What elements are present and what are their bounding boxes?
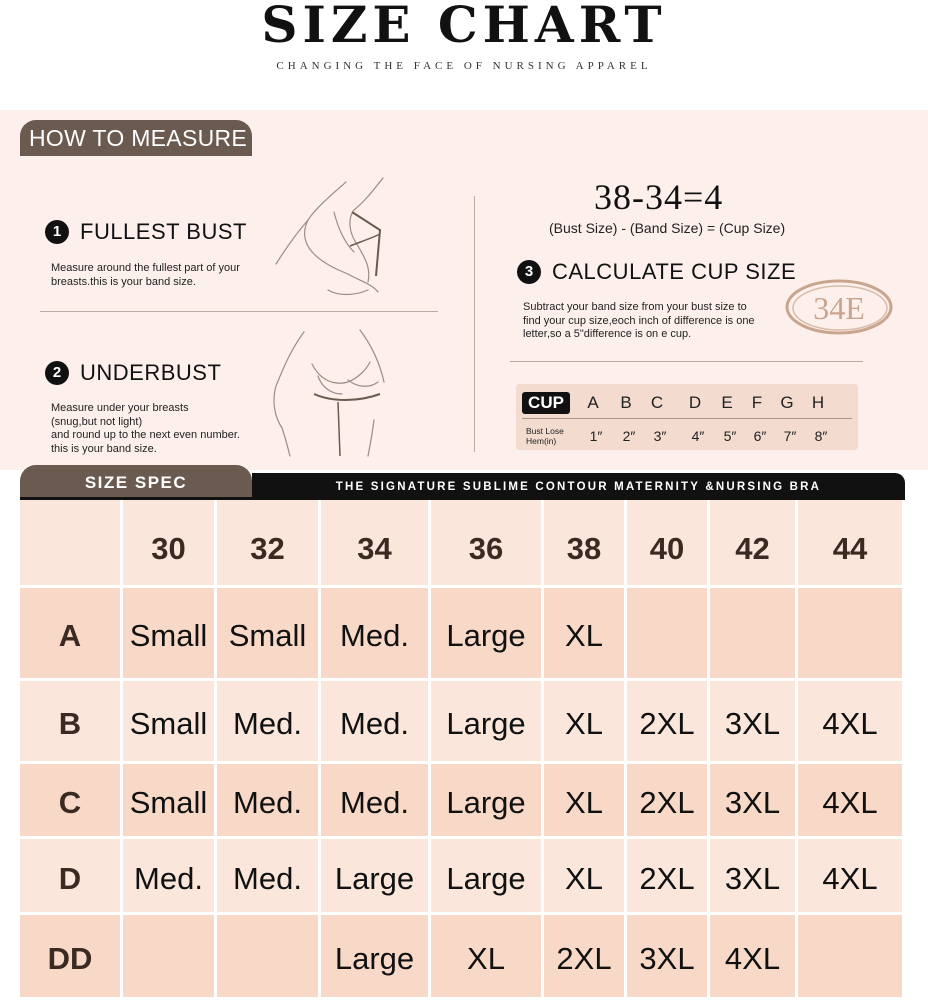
step-description-line: and round up to the next even number. xyxy=(51,429,240,441)
cup-letter: G xyxy=(780,393,794,412)
cup-diff-value: 5″ xyxy=(723,428,737,444)
step-description-line: Subtract your band size from your bust size to xyxy=(523,301,747,313)
size-cell: Large xyxy=(431,588,541,678)
size-cell: Small xyxy=(123,681,214,761)
empty-size-cell xyxy=(123,915,214,997)
cup-diff-value: 7″ xyxy=(783,428,797,444)
size-cell: 2XL xyxy=(627,681,707,761)
size-cell: XL xyxy=(544,764,624,836)
size-cell: 2XL xyxy=(627,764,707,836)
band-size-header: 30 xyxy=(123,500,214,585)
underbust-illustration xyxy=(262,324,402,459)
cup-letter: A xyxy=(587,393,599,412)
size-cell: XL xyxy=(544,839,624,912)
step-description-line: (snug,but not light) xyxy=(51,415,143,428)
step-title: CALCULATE CUP SIZE xyxy=(552,259,797,284)
size-cell: Med. xyxy=(217,764,318,836)
fullest-bust-illustration xyxy=(268,172,408,307)
cup-letter: B xyxy=(620,393,632,412)
step-number-badge: 1 xyxy=(45,220,69,244)
cup-table-rule xyxy=(522,418,852,419)
size-cell: 4XL xyxy=(798,681,902,761)
step-number-badge: 3 xyxy=(517,260,541,284)
cup-letter: C xyxy=(650,393,664,412)
empty-size-cell xyxy=(798,915,902,997)
section-divider-vertical xyxy=(474,196,475,452)
cup-row-header: DD xyxy=(20,915,120,997)
step-description xyxy=(51,402,240,456)
step-fullest-bust xyxy=(45,219,247,245)
size-cell: Med. xyxy=(321,681,428,761)
cup-diff-value: 6″ xyxy=(753,428,767,444)
step-calculate-cup-size xyxy=(517,259,796,285)
grid-corner-cell xyxy=(20,500,120,585)
size-cell: Large xyxy=(321,915,428,997)
size-cell: Med. xyxy=(321,588,428,678)
cup-difference-table xyxy=(516,384,858,450)
step-number-badge: 2 xyxy=(45,361,69,385)
band-size-header: 44 xyxy=(798,500,902,585)
cup-diff-label-line: Hem(in) xyxy=(526,436,557,446)
step-underbust xyxy=(45,360,221,386)
cup-size-badge-text: 34E xyxy=(813,290,865,326)
cup-row-header: B xyxy=(20,681,120,761)
size-cell: Med. xyxy=(217,681,318,761)
size-cell: Med. xyxy=(321,764,428,836)
size-cell: 2XL xyxy=(627,839,707,912)
step-description-line: Measure around the fullest part of your xyxy=(51,262,240,274)
page-subtitle: CHANGING THE FACE OF NURSING APPAREL xyxy=(276,60,652,72)
step-description xyxy=(51,262,240,289)
cup-diff-value: 2″ xyxy=(622,428,636,444)
how-to-measure-underline xyxy=(20,154,252,156)
size-cell: Large xyxy=(431,839,541,912)
cup-diff-label-line: Bust Lose xyxy=(526,426,564,436)
size-cell: Med. xyxy=(123,839,214,912)
size-cell: 3XL xyxy=(710,764,795,836)
section-divider xyxy=(40,311,438,312)
cup-diff-value: 4″ xyxy=(691,428,705,444)
size-cell: Large xyxy=(431,681,541,761)
size-cell: 4XL xyxy=(798,764,902,836)
step-description-line: find your cup size,eoch inch of difference is one xyxy=(523,314,755,327)
size-cell: 3XL xyxy=(710,839,795,912)
step-title: UNDERBUST xyxy=(80,360,222,385)
cup-formula-caption: (Bust Size) - (Band Size) = (Cup Size) xyxy=(549,220,786,236)
empty-size-cell xyxy=(217,915,318,997)
step-description xyxy=(523,301,755,342)
cup-diff-value: 3″ xyxy=(653,428,667,444)
step-description-line: letter,so a 5"difference is on e cup. xyxy=(523,328,692,340)
band-size-header: 32 xyxy=(217,500,318,585)
size-cell: 2XL xyxy=(544,915,624,997)
size-cell: Large xyxy=(431,764,541,836)
step-description-line: Measure under your breasts xyxy=(51,402,189,414)
step-description-line: breasts.this is your band size. xyxy=(51,275,196,288)
size-cell: Small xyxy=(217,588,318,678)
size-cell: XL xyxy=(544,588,624,678)
band-size-header: 40 xyxy=(627,500,707,585)
cup-letter: H xyxy=(811,393,825,412)
size-cell: Small xyxy=(123,764,214,836)
cup-formula: 38-34=4 xyxy=(594,177,724,217)
cup-letter: D xyxy=(688,393,702,412)
cup-row-header: A xyxy=(20,588,120,678)
empty-size-cell xyxy=(798,588,902,678)
size-grid xyxy=(20,500,905,1000)
empty-size-cell xyxy=(627,588,707,678)
size-cell: XL xyxy=(544,681,624,761)
band-size-header: 42 xyxy=(710,500,795,585)
cup-header: CUP xyxy=(522,392,570,414)
empty-size-cell xyxy=(710,588,795,678)
step-description-line: this is your band size. xyxy=(51,442,157,455)
band-size-header: 38 xyxy=(544,500,624,585)
cup-letter: F xyxy=(751,393,763,412)
band-size-header: 36 xyxy=(431,500,541,585)
size-cell: Large xyxy=(321,839,428,912)
size-cell: 3XL xyxy=(710,681,795,761)
size-cell: 4XL xyxy=(710,915,795,997)
size-cell: 3XL xyxy=(627,915,707,997)
cup-diff-value: 8″ xyxy=(814,428,828,444)
how-to-measure-tab: HOW TO MEASURE xyxy=(20,120,252,156)
section-divider xyxy=(510,361,863,362)
step-title: FULLEST BUST xyxy=(80,219,247,244)
cup-diff-label xyxy=(526,426,564,446)
cup-letter: E xyxy=(721,393,733,412)
size-spec-tab: SIZE SPEC xyxy=(20,465,252,499)
cup-row-header: C xyxy=(20,764,120,836)
size-cell: Med. xyxy=(217,839,318,912)
size-cell: XL xyxy=(431,915,541,997)
cup-size-badge-icon xyxy=(784,278,894,336)
page-title: SIZE CHART xyxy=(261,0,667,54)
size-cell: Small xyxy=(123,588,214,678)
cup-row-header: D xyxy=(20,839,120,912)
band-size-header: 34 xyxy=(321,500,428,585)
size-cell: 4XL xyxy=(798,839,902,912)
size-spec-banner: THE SIGNATURE SUBLIME CONTOUR MATERNITY &NURSING BRA xyxy=(252,473,905,499)
cup-diff-value: 1″ xyxy=(589,428,603,444)
